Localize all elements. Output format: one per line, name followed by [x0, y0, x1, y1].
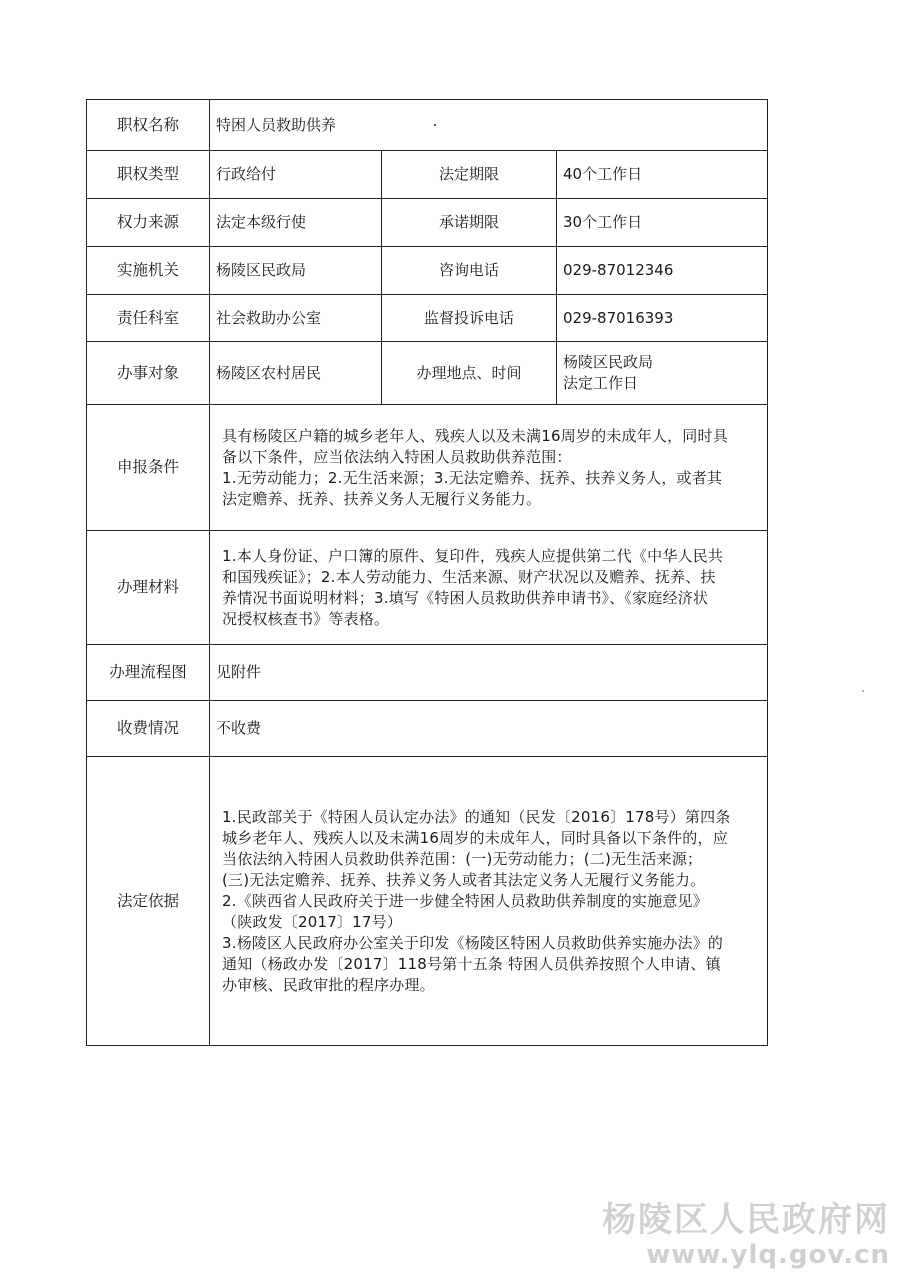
label-consult-phone: 咨询电话: [382, 247, 557, 294]
value-process-flowchart: 见附件: [216, 663, 262, 681]
scan-speck: [862, 690, 864, 692]
legal-basis-line: 1.民政部关于《特困人员认定办法》的通知（民发〔2016〕178号）第四条: [222, 807, 731, 826]
value-promised-deadline: 30个工作日: [563, 213, 643, 231]
label-legal-basis: 法定依据: [87, 757, 210, 1045]
conditions-line: 1.无劳动能力；2.无生活来源；3.无法定赡养、抚养、扶养义务人，或者其: [222, 468, 723, 487]
label-authority-type: 职权类型: [87, 151, 210, 198]
value-required-materials: [210, 531, 767, 644]
label-process-flowchart: 办理流程图: [87, 645, 210, 700]
value-service-target: 杨陵区农村居民: [210, 342, 382, 404]
label-application-conditions: 申报条件: [87, 405, 210, 530]
legal-basis-line: 办审核、民政审批的程序办理。: [222, 975, 435, 994]
scan-dot: [434, 124, 436, 126]
materials-line: 养情况书面说明材料；3.填写《特困人员救助供养申请书》、《家庭经济状: [222, 588, 709, 607]
label-legal-deadline: 法定期限: [382, 151, 557, 198]
legal-basis-line: （陕政发〔2017〕17号）: [222, 912, 403, 931]
legal-basis-line: 通知（杨政办发〔2017〕118号第十五条 特困人员供养按照个人申请、镇: [222, 954, 721, 973]
legal-basis-line: 当依法纳入特困人员救助供养范围：(一)无劳动能力；(二)无生活来源；: [222, 849, 703, 868]
legal-basis-line: (三)无法定赡养、抚养、扶养义务人或者其法定义务人无履行义务能力。: [222, 870, 706, 889]
materials-text: [216, 546, 729, 630]
legal-basis-line: 城乡老年人、残疾人以及未满16周岁的未成年人，同时具备以下条件的，应: [222, 828, 728, 847]
legal-basis-line: 3.杨陵区人民政府办公室关于印发《杨陵区特困人员救助供养实施办法》的: [222, 933, 724, 952]
value-application-conditions: [210, 405, 767, 530]
value-implementing-agency: 杨陵区民政局: [210, 247, 382, 294]
label-required-materials: 办理材料: [87, 531, 210, 644]
row-fee-status: [87, 701, 767, 757]
row-process-flowchart: [87, 645, 767, 701]
label-complaint-phone: 监督投诉电话: [382, 295, 557, 341]
label-place-time: 办理地点、时间: [382, 342, 557, 404]
row-service-target: [87, 342, 767, 405]
authority-table: [86, 99, 768, 1046]
authority-name-text: 特困人员救助供养: [216, 115, 337, 134]
conditions-text: [216, 426, 734, 510]
value-complaint-phone: 029-87016393: [563, 308, 674, 327]
value-consult-phone: 029-87012346: [563, 261, 674, 279]
value-responsible-office: 社会救助办公室: [210, 295, 382, 341]
label-service-target: 办事对象: [87, 342, 210, 404]
row-required-materials: [87, 531, 767, 645]
conditions-line: 法定赡养、抚养、扶养义务人无履行义务能力。: [222, 489, 542, 508]
row-implementing-agency: [87, 247, 767, 295]
legal-basis-line: 2.《陕西省人民政府关于进一步健全特困人员救助供养制度的实施意见》: [222, 891, 708, 910]
place-line: 杨陵区民政局: [563, 353, 654, 371]
label-authority-name: 职权名称: [87, 100, 210, 150]
label-power-source: 权力来源: [87, 199, 210, 246]
row-legal-basis: [87, 757, 767, 1045]
row-responsible-office: [87, 295, 767, 342]
value-fee-status: 不收费: [216, 719, 262, 737]
row-authority-name: [87, 100, 767, 151]
site-watermark: [602, 1200, 890, 1270]
materials-line: 1.本人身份证、户口簿的原件、复印件，残疾人应提供第二代《中华人民共: [222, 546, 724, 565]
label-implementing-agency: 实施机关: [87, 247, 210, 294]
conditions-line: 具有杨陵区户籍的城乡老年人、残疾人以及未满16周岁的未成年人，同时具: [222, 426, 728, 445]
row-authority-type: [87, 151, 767, 199]
materials-line: 和国残疾证》；2.本人劳动能力、生活来源、财产状况以及赡养、抚养、扶: [222, 567, 716, 586]
value-place-time: [557, 342, 767, 404]
row-power-source: [87, 199, 767, 247]
value-power-source: 法定本级行使: [210, 199, 382, 246]
materials-line: 况授权核查书》等表格。: [222, 609, 390, 628]
watermark-url: www.ylq.gov.cn: [646, 1240, 890, 1270]
watermark-title: 杨陵区人民政府网: [602, 1200, 890, 1240]
value-legal-deadline: 40个工作日: [563, 165, 643, 183]
conditions-line: 备以下条件，应当依法纳入特困人员救助供养范围：: [222, 447, 572, 466]
label-responsible-office: 责任科室: [87, 295, 210, 341]
value-authority-type: 行政给付: [210, 151, 382, 198]
row-application-conditions: [87, 405, 767, 531]
label-fee-status: 收费情况: [87, 701, 210, 756]
legal-basis-text: [216, 807, 737, 996]
value-authority-name: [210, 100, 767, 150]
value-legal-basis: [210, 757, 767, 1045]
label-promised-deadline: 承诺期限: [382, 199, 557, 246]
time-line: 法定工作日: [563, 374, 639, 392]
